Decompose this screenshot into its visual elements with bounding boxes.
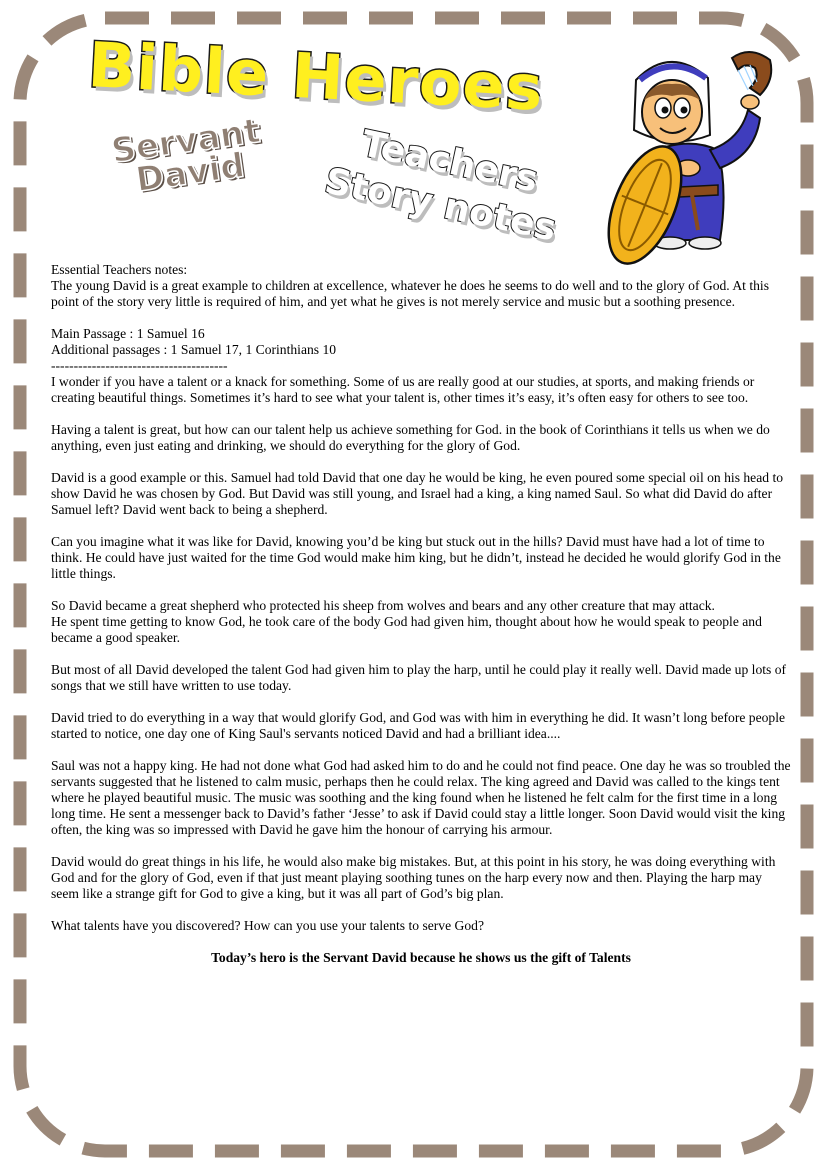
story-paragraph: I wonder if you have a talent or a knack for something. Some of us are really good at our studies, at sports, and making friends or creating beautiful things. Sometimes it’s hard to see what your talent is, other times it’s easy, it’s often easy for others to see too. bbox=[51, 374, 755, 405]
shepherd-line-1: So David became a great shepherd who protected his sheep from wolves and bears and any other creature that may attack. bbox=[51, 598, 715, 613]
story-paragraph: David would do great things in his life, he would also make big mistakes. But, at this point in his story, he was doing everything with God and for the glory of God, even if that just meant playing soothing tunes on the harp every now and then. Playing the harp may seem like a strange gift for God to give a king, but it was all part of God’s big plan. bbox=[51, 854, 776, 901]
subtitle-servant-david: Servant David bbox=[108, 110, 263, 201]
story-paragraph: David is a good example or this. Samuel had told David that one day he would be king, he even poured some special oil on his head to show David he was chosen by God. But David was still young, and Israel had a king, a king named Saul. So what did David do after Samuel left? David went back to being a shepherd. bbox=[51, 470, 784, 517]
story-paragraph: But most of all David developed the talent God had given him to play the harp, until he could play it really well. David made up lots of songs that we still have written to use today. bbox=[51, 662, 787, 693]
subtitle-teachers-story-notes: Teachers Story notes bbox=[321, 123, 560, 250]
page-title: Bible Heroes bbox=[86, 28, 546, 125]
david-with-harp-and-shield-icon bbox=[600, 40, 780, 275]
story-paragraph: David tried to do everything in a way that would glorify God, and God was with him in everything he did. It wasn’t long before people started to notice, one day one of King Saul's servants noticed David and had a brilliant idea.... bbox=[51, 710, 786, 741]
intro-text: The young David is a great example to children at excellence, whatever he does he seems to do well and to the glory of God. At this point of the story very little is required of him, and yet what he gives is not merely service and music but a soothing presence. bbox=[51, 278, 769, 309]
shepherd-line-2: He spent time getting to know God, he took care of the body God had given him, thought about how he would speak to people and became a good speaker. bbox=[51, 614, 762, 645]
story-paragraph: Can you imagine what it was like for David, knowing you’d be king but stuck out in the hills? David must have had a lot of time to think. He could have just waited for the time God would make him king, but he didn’t, instead he decided he would glorify God in the little things. bbox=[51, 534, 781, 581]
story-notes-body bbox=[51, 262, 791, 982]
hero-statement: Today’s hero is the Servant David because he shows us the gift of Talents bbox=[211, 950, 631, 965]
reflection-question: What talents have you discovered? How can you use your talents to serve God? bbox=[51, 918, 484, 933]
story-paragraph: Saul was not a happy king. He had not done what God had asked him to do and he could not find peace. One day he was so troubled the servants suggested that he listened to calm music, perhaps then he could relax. The king agreed and David was called to the kings tent where he played beautiful music. The music was soothing and the king found when he listened he felt calm for the first time in a long long time. He sent a messenger back to David’s father ‘Jesse’ to ask if David could stay a little longer. Soon David would visit the king often, the king was so impressed with David he gave him the honour of carrying his armour. bbox=[51, 758, 791, 837]
divider: --------------------------------------- bbox=[51, 358, 228, 373]
story-paragraph: Having a talent is great, but how can our talent help us achieve something for God. in the book of Corinthians it tells us when we do anything, even just eating and drinking, we should do everything for the glory of God. bbox=[51, 422, 770, 453]
intro-heading: Essential Teachers notes: bbox=[51, 262, 188, 277]
main-passage: Main Passage : 1 Samuel 16 bbox=[51, 326, 205, 341]
additional-passages: Additional passages : 1 Samuel 17, 1 Corinthians 10 bbox=[51, 342, 337, 357]
